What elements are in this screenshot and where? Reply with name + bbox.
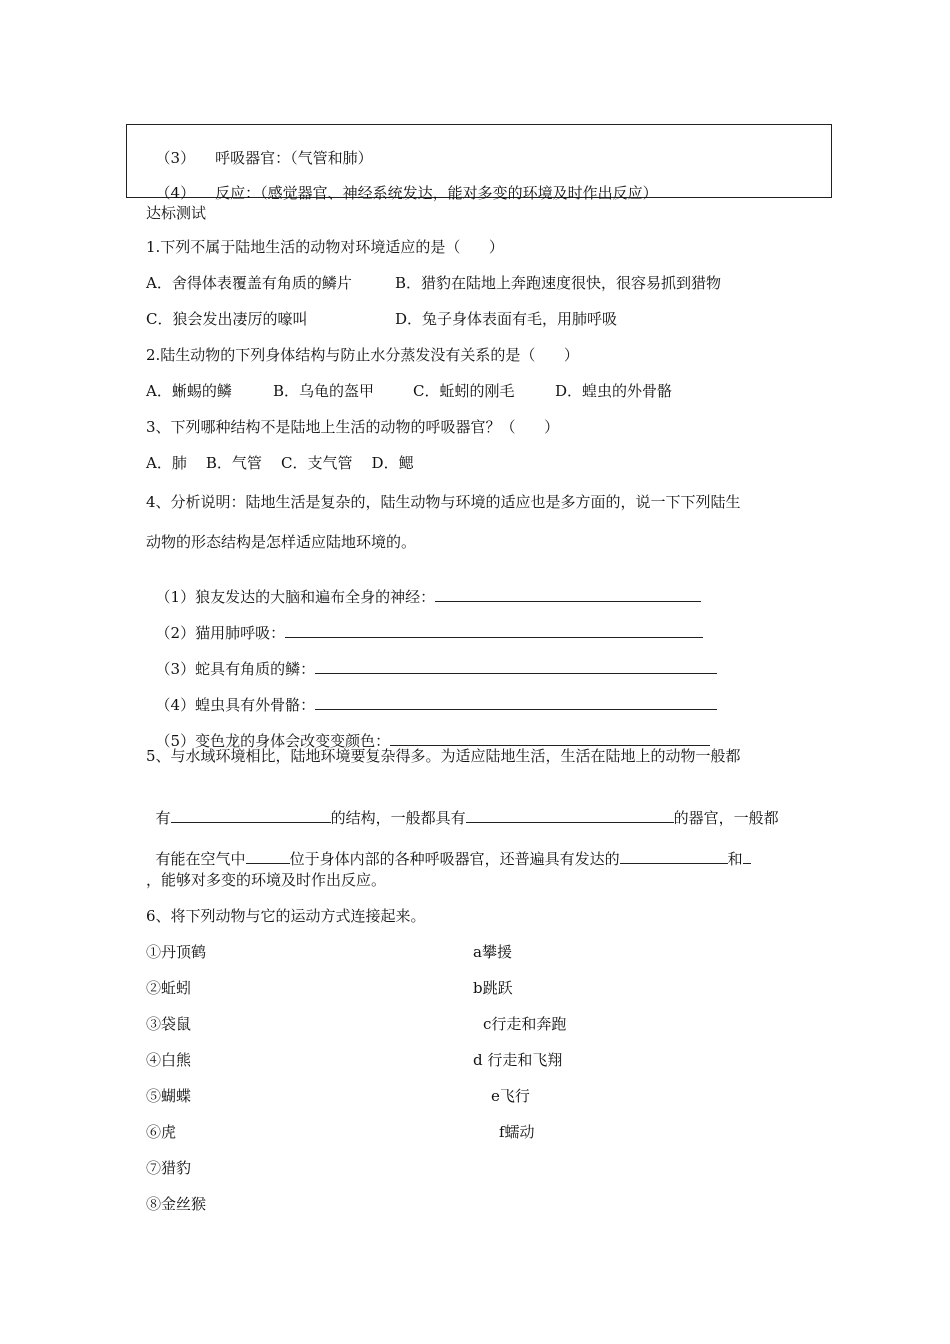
answer-blank[interactable] bbox=[620, 849, 728, 864]
q4-item-1 bbox=[146, 567, 701, 607]
q2-option-c: C．蚯蚓的刚毛 bbox=[413, 382, 515, 400]
q6-stem: 6、将下列动物与它的运动方式连接起来。 bbox=[146, 907, 426, 925]
q5-line2-text-c: 的器官，一般都 bbox=[673, 809, 779, 827]
q1-option-a: A．舍得体表覆盖有角质的鳞片 bbox=[146, 274, 352, 292]
animal-item[interactable]: ⑦猎豹 bbox=[146, 1159, 192, 1177]
answer-blank[interactable] bbox=[171, 808, 331, 823]
movement-item[interactable]: a攀援 bbox=[473, 943, 512, 961]
q5-line2-text-b: 的结构，一般都具有 bbox=[330, 809, 466, 827]
answer-blank[interactable] bbox=[390, 731, 710, 746]
q5-line3-text-c: 和 bbox=[727, 850, 743, 868]
q4-item-2 bbox=[146, 603, 703, 643]
q3-options: A．肺 B．气管 C．支气管 D．鳃 bbox=[146, 454, 414, 472]
answer-blank[interactable] bbox=[435, 587, 701, 602]
animal-item[interactable]: ②蚯蚓 bbox=[146, 979, 192, 997]
section-title: 达标测试 bbox=[146, 204, 207, 222]
q2-option-a: A．蜥蜴的鳞 bbox=[146, 382, 232, 400]
q2-option-d: D．蝗虫的外骨骼 bbox=[555, 382, 673, 400]
q4-item-3 bbox=[146, 639, 717, 679]
answer-blank[interactable] bbox=[285, 623, 703, 638]
q1-stem: 1.下列不属于陆地生活的动物对环境适应的是（ ） bbox=[146, 238, 504, 256]
animal-item[interactable]: ⑤蝴蝶 bbox=[146, 1087, 192, 1105]
q4-item-4 bbox=[146, 675, 717, 715]
q5-line3-text-a: 有能在空气中 bbox=[155, 850, 246, 868]
q4-item-2-text: （2）猫用肺呼吸： bbox=[155, 624, 286, 642]
animal-item[interactable]: ④白熊 bbox=[146, 1051, 192, 1069]
q4-item-3-text: （3）蛇具有角质的鳞： bbox=[155, 660, 316, 678]
animal-item[interactable]: ⑧金丝猴 bbox=[146, 1195, 207, 1213]
answer-blank[interactable] bbox=[466, 808, 674, 823]
box-item-3-text: 呼吸器官：（气管和肺） bbox=[215, 149, 373, 167]
movement-item[interactable]: c行走和奔跑 bbox=[483, 1015, 567, 1033]
q5-line3-text-b: 位于身体内部的各种呼吸器官，还普遍具有发达的 bbox=[289, 850, 620, 868]
movement-item[interactable]: d 行走和飞翔 bbox=[473, 1051, 563, 1069]
q4-stem-line2: 动物的形态结构是怎样适应陆地环境的。 bbox=[146, 533, 417, 551]
q5-line2 bbox=[146, 788, 779, 828]
q4-item-4-text: （4）蝗虫具有外骨骼： bbox=[155, 696, 316, 714]
q4-stem-line1: 4、分析说明：陆地生活是复杂的，陆生动物与环境的适应也是多方面的，说一下下列陆生 bbox=[146, 493, 741, 511]
q4-item-1-text: （1）狼友发达的大脑和遍布全身的神经： bbox=[155, 588, 436, 606]
box-item-3-number: （3） bbox=[155, 149, 196, 167]
q5-line4: ，能够对多变的环境及时作出反应。 bbox=[146, 871, 387, 889]
movement-item[interactable]: b跳跃 bbox=[473, 979, 513, 997]
q1-option-c: C．狼会发出凄厉的嚎叫 bbox=[146, 310, 308, 328]
animal-item[interactable]: ⑥虎 bbox=[146, 1123, 177, 1141]
box-item-4-text: 反应：（感觉器官、神经系统发达，能对多变的环境及时作出反应） bbox=[215, 184, 658, 202]
movement-item[interactable]: e飞行 bbox=[491, 1087, 530, 1105]
q1-option-d: D．兔子身体表面有毛，用肺呼吸 bbox=[395, 310, 618, 328]
answer-blank[interactable] bbox=[743, 849, 751, 864]
answer-blank[interactable] bbox=[315, 659, 717, 674]
q2-stem: 2.陆生动物的下列身体结构与防止水分蒸发没有关系的是（ ） bbox=[146, 346, 579, 364]
box-item-3 bbox=[146, 128, 373, 168]
q4-item-5 bbox=[146, 711, 710, 751]
q5-line2-text-a: 有 bbox=[155, 809, 171, 827]
q3-stem: 3、下列哪种结构不是陆地上生活的动物的呼吸器官？（ ） bbox=[146, 418, 560, 436]
q2-option-b: B．乌龟的盔甲 bbox=[273, 382, 375, 400]
q4-item-5-text: （5）变色龙的身体会改变变颜色： bbox=[155, 732, 391, 750]
q5-line1: 5、与水域环境相比，陆地环境要复杂得多。为适应陆地生活，生活在陆地上的动物一般都 bbox=[146, 747, 741, 765]
answer-blank[interactable] bbox=[315, 695, 717, 710]
box-item-4-number: （4） bbox=[155, 184, 196, 202]
movement-item[interactable]: f蠕动 bbox=[499, 1123, 535, 1141]
q5-line3 bbox=[146, 829, 751, 869]
q1-option-b: B．猎豹在陆地上奔跑速度很快，很容易抓到猎物 bbox=[395, 274, 722, 292]
answer-blank[interactable] bbox=[246, 849, 290, 864]
animal-item[interactable]: ①丹顶鹤 bbox=[146, 943, 207, 961]
animal-item[interactable]: ③袋鼠 bbox=[146, 1015, 192, 1033]
box-item-4 bbox=[146, 163, 658, 203]
